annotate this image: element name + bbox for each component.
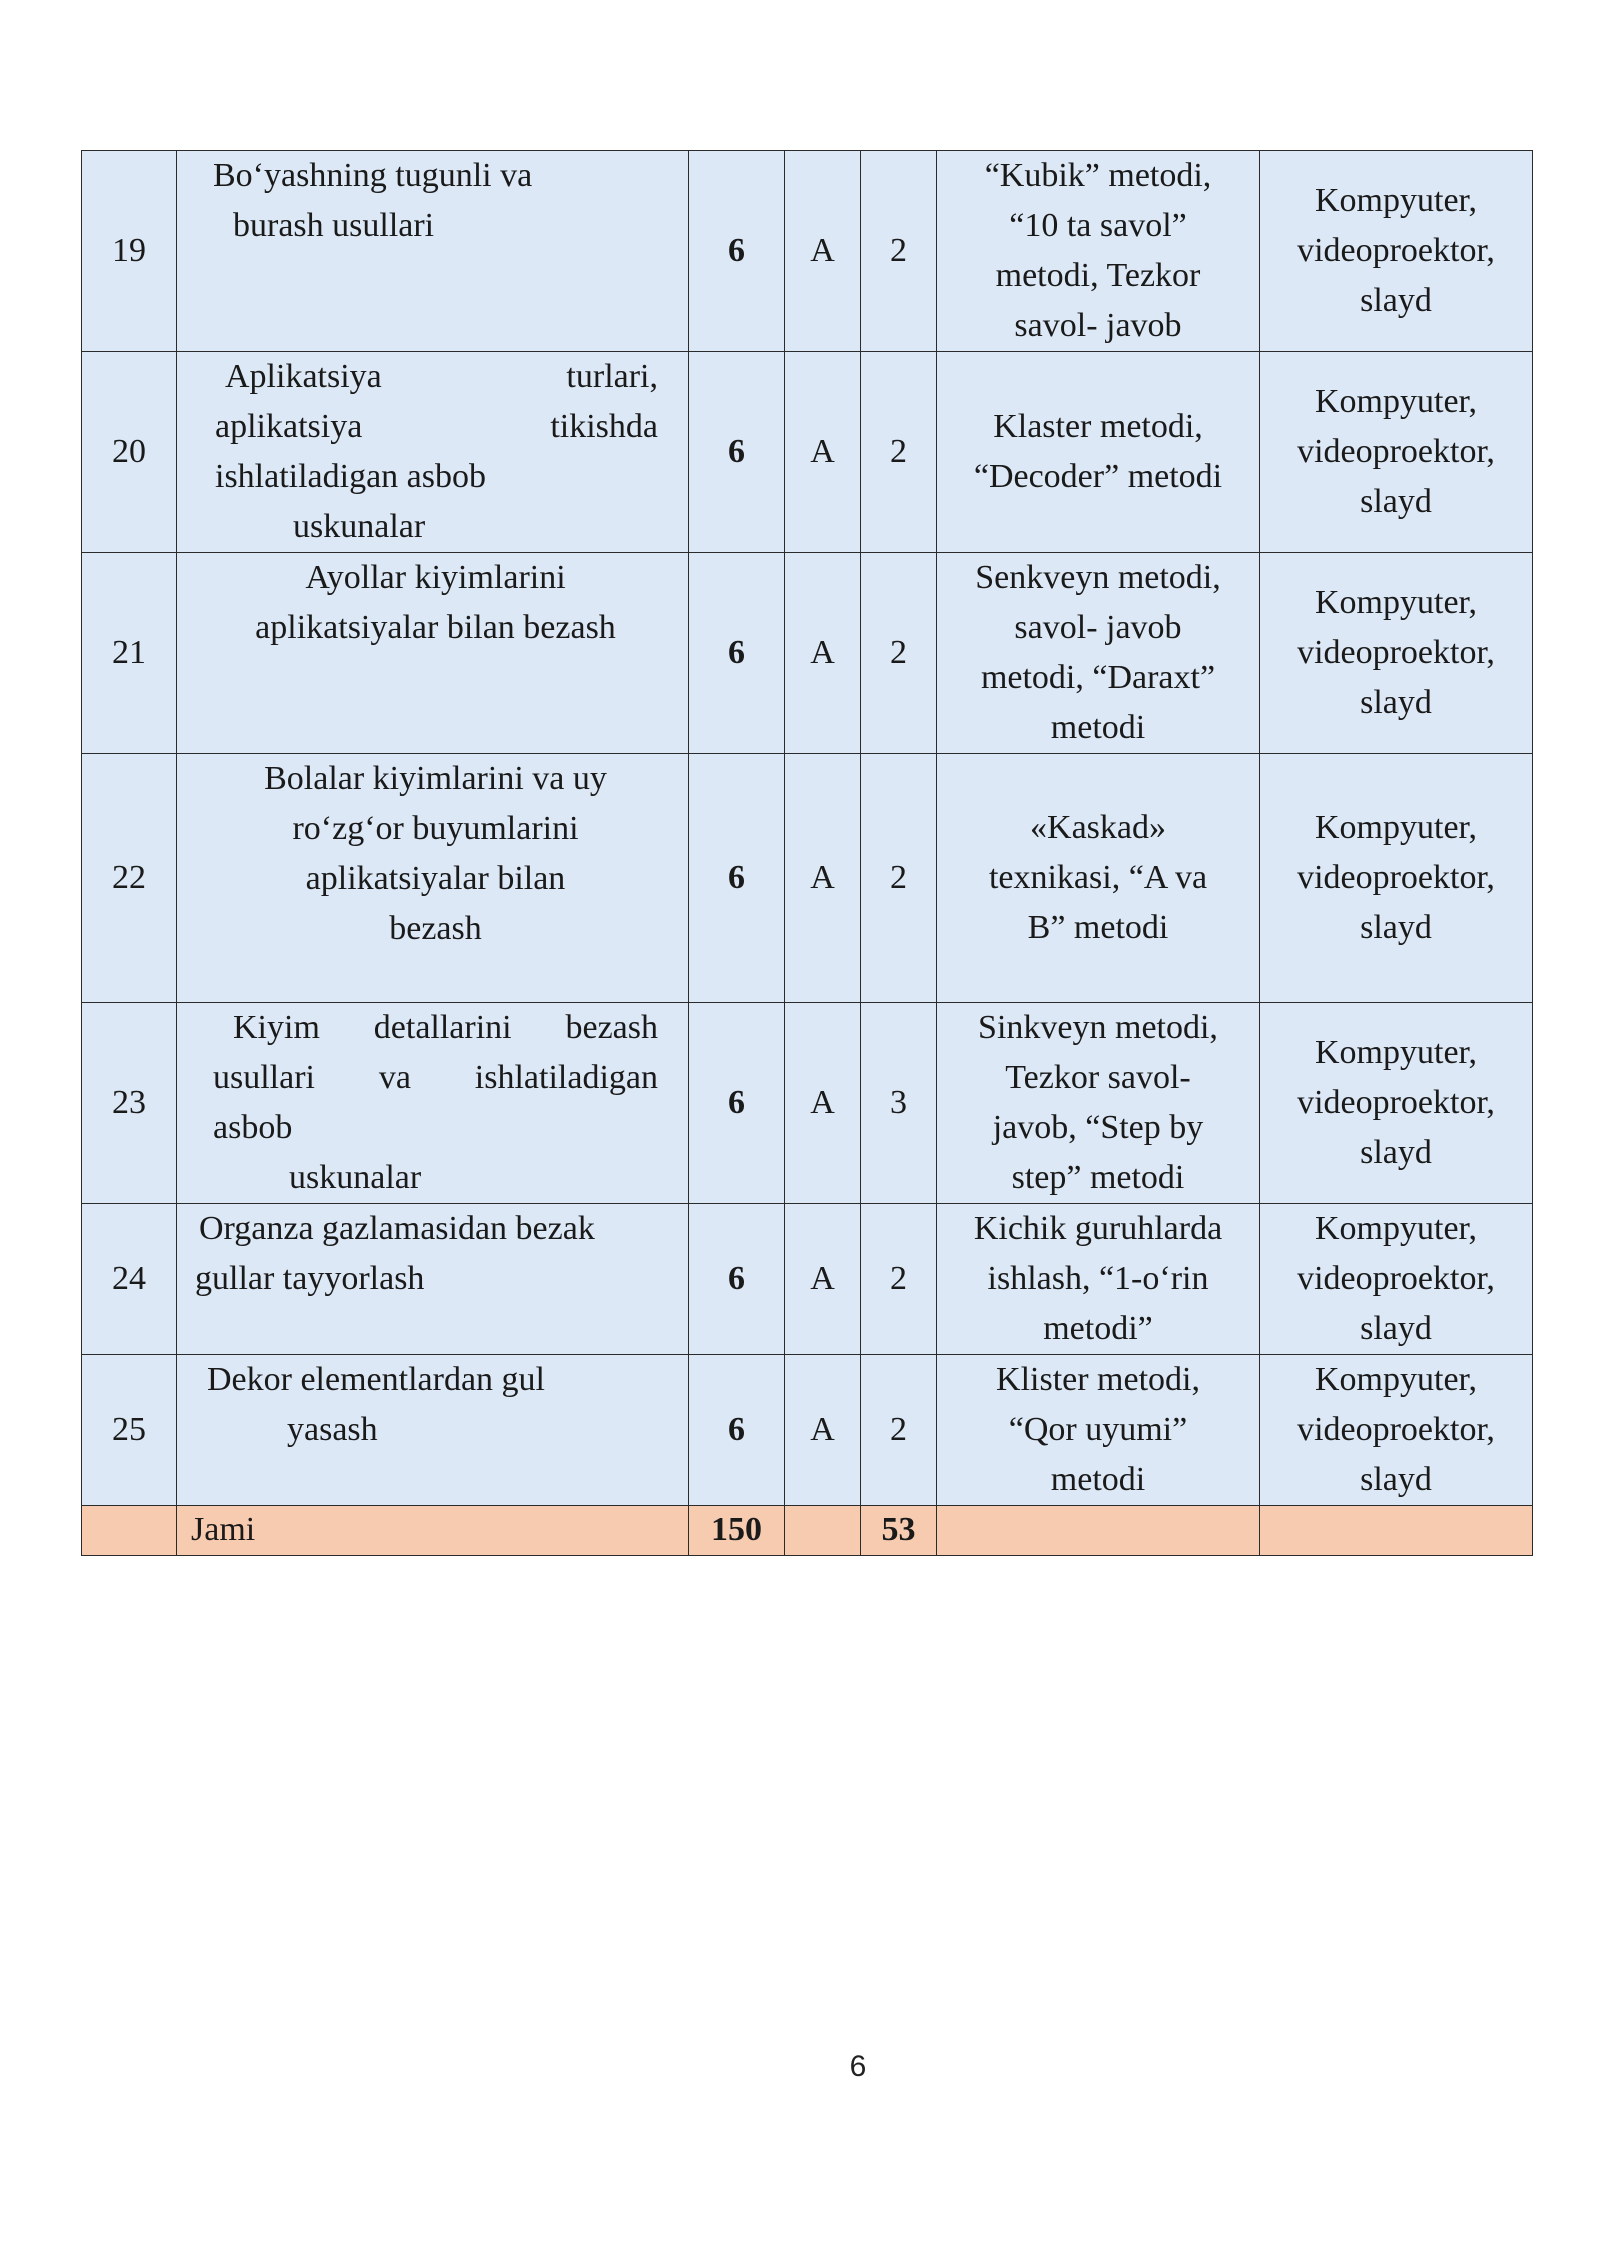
table-row xyxy=(82,1355,1533,1506)
topic-word: detallarini xyxy=(373,1009,512,1046)
type-cell: A xyxy=(785,754,861,1003)
row-number: 21 xyxy=(82,553,177,754)
tools-cell: Kompyuter, videoproektor, slayd xyxy=(1260,1003,1533,1204)
row-number: 23 xyxy=(82,1003,177,1204)
topic-cell: Dekor elementlardan gul yasash xyxy=(177,1355,689,1506)
total-hours: 150 xyxy=(689,1506,785,1556)
table-row xyxy=(82,1204,1533,1355)
row-number: 24 xyxy=(82,1204,177,1355)
topic-cell: Bolalar kiyimlarini va uy ro‘zg‘or buyumlarini aplikatsiyalar bilan bezash xyxy=(177,754,689,1003)
page-number: 6 xyxy=(849,2050,867,2083)
tools-cell: Kompyuter, videoproektor, slayd xyxy=(1260,1355,1533,1506)
total-row xyxy=(82,1506,1533,1556)
count-cell: 2 xyxy=(861,754,937,1003)
row-number: 22 xyxy=(82,754,177,1003)
count-cell: 2 xyxy=(861,1355,937,1506)
topic-word: va xyxy=(378,1059,411,1096)
row-number: 25 xyxy=(82,1355,177,1506)
method-cell: Sinkveyn metodi, Tezkor savol- javob, “Step by step” metodi xyxy=(937,1003,1260,1204)
count-cell: 2 xyxy=(861,1204,937,1355)
tools-cell: Kompyuter, videoproektor, slayd xyxy=(1260,151,1533,352)
topic-word: Kiyim xyxy=(233,1009,320,1046)
hours-cell: 6 xyxy=(689,1355,785,1506)
table-row xyxy=(82,553,1533,754)
topic-word: bezash xyxy=(565,1009,658,1046)
total-empty-cell xyxy=(937,1506,1260,1556)
tools-cell: Kompyuter, videoproektor, slayd xyxy=(1260,553,1533,754)
method-cell: Klister metodi, “Qor uyumi” metodi xyxy=(937,1355,1260,1506)
count-cell: 2 xyxy=(861,352,937,553)
tools-cell: Kompyuter, videoproektor, slayd xyxy=(1260,754,1533,1003)
total-empty-cell xyxy=(82,1506,177,1556)
row-number: 19 xyxy=(82,151,177,352)
method-cell: Klaster metodi, “Decoder” metodi xyxy=(937,352,1260,553)
count-cell: 2 xyxy=(861,553,937,754)
method-cell: “Kubik” metodi, “10 ta savol” metodi, Tezkor savol- javob xyxy=(937,151,1260,352)
hours-cell: 6 xyxy=(689,151,785,352)
hours-cell: 6 xyxy=(689,1204,785,1355)
table-row xyxy=(82,151,1533,352)
hours-cell: 6 xyxy=(689,1003,785,1204)
total-label: Jami xyxy=(177,1506,689,1556)
topic-cell: Bo‘yashning tugunli va burash usullari xyxy=(177,151,689,352)
table-row xyxy=(82,754,1533,1003)
topic-word: Aplikatsiya xyxy=(225,358,382,395)
topic-word: turlari, xyxy=(566,358,658,395)
topic-word: aplikatsiya xyxy=(215,408,363,445)
topic-cell: Ayollar kiyimlarini aplikatsiyalar bilan bezash xyxy=(177,553,689,754)
method-cell: Kichik guruhlarda ishlash, “1-o‘rin metodi” xyxy=(937,1204,1260,1355)
hours-cell: 6 xyxy=(689,553,785,754)
count-cell: 2 xyxy=(861,151,937,352)
topic-cell: Organza gazlamasidan bezak gullar tayyorlash xyxy=(177,1204,689,1355)
type-cell: A xyxy=(785,151,861,352)
lesson-plan-table xyxy=(81,150,1533,1556)
hours-cell: 6 xyxy=(689,352,785,553)
table-row xyxy=(82,352,1533,553)
row-number: 20 xyxy=(82,352,177,553)
tools-cell: Kompyuter, videoproektor, slayd xyxy=(1260,1204,1533,1355)
total-empty-cell xyxy=(1260,1506,1533,1556)
hours-cell: 6 xyxy=(689,754,785,1003)
method-cell: «Kaskad» texnikasi, “A va B” metodi xyxy=(937,754,1260,1003)
type-cell: A xyxy=(785,1355,861,1506)
topic-word: tikishda xyxy=(550,408,658,445)
total-count: 53 xyxy=(861,1506,937,1556)
count-cell: 3 xyxy=(861,1003,937,1204)
table-row xyxy=(82,1003,1533,1204)
type-cell: A xyxy=(785,1003,861,1204)
type-cell: A xyxy=(785,1204,861,1355)
method-cell: Senkveyn metodi, savol- javob metodi, “Daraxt” metodi xyxy=(937,553,1260,754)
total-empty-cell xyxy=(785,1506,861,1556)
type-cell: A xyxy=(785,352,861,553)
topic-word: usullari xyxy=(213,1059,315,1096)
type-cell: A xyxy=(785,553,861,754)
tools-cell: Kompyuter, videoproektor, slayd xyxy=(1260,352,1533,553)
topic-word: ishlatiladigan xyxy=(474,1059,658,1096)
topic-cell: Aplikatsiya turlari, aplikatsiya tikishda ishlatiladigan asbob uskunalar xyxy=(177,352,689,553)
topic-cell: Kiyim detallarini bezash usullari va ishlatiladigan asbob uskunalar xyxy=(177,1003,689,1204)
